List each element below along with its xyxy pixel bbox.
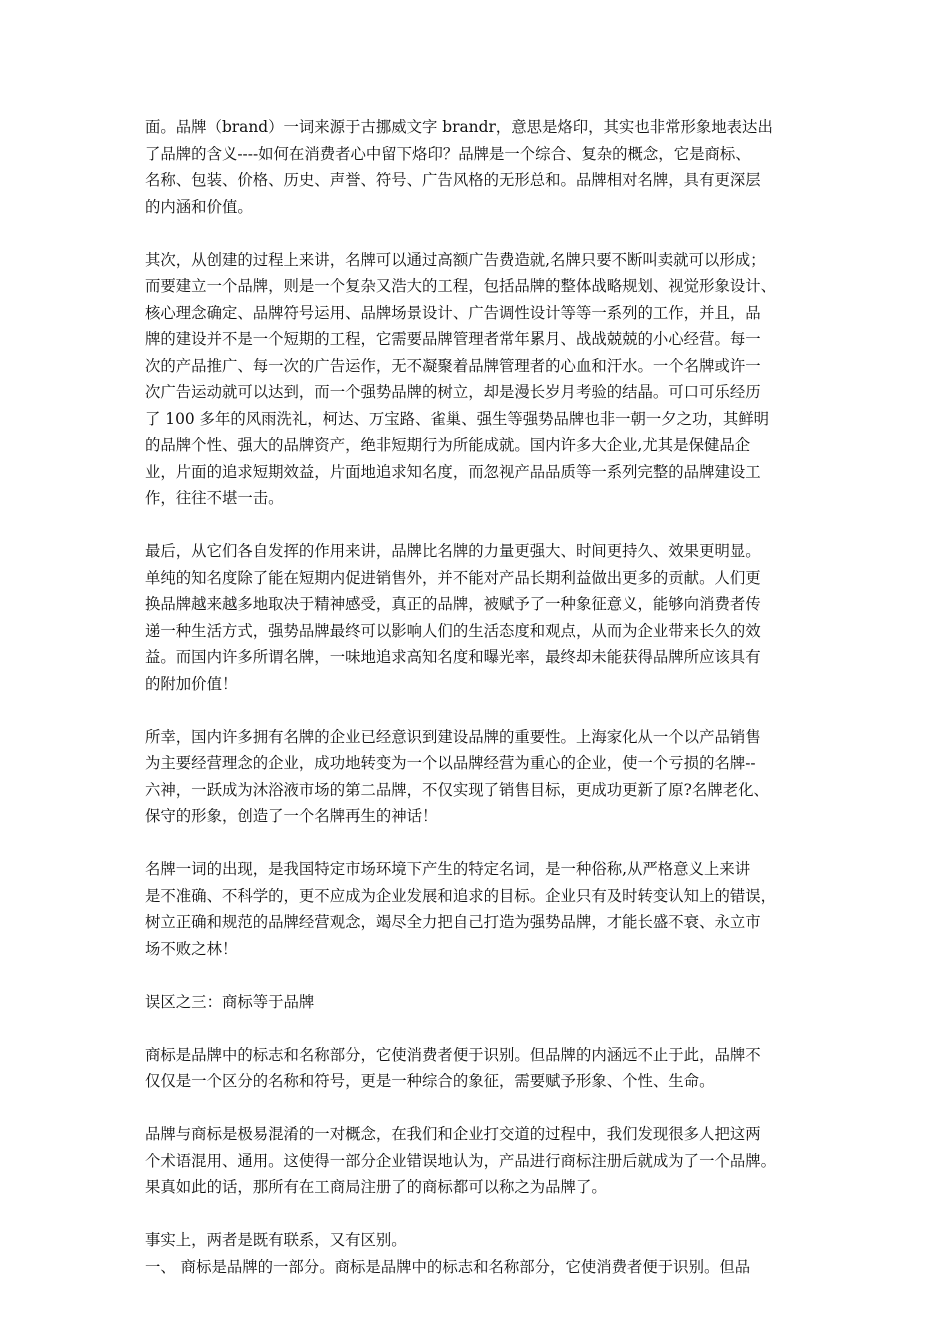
- text-line: 的附加价值！: [145, 674, 238, 693]
- text-line: 面。品牌（brand）一词来源于古挪威文字 brandr，意思是烙印，其实也非常形象地表达出: [145, 118, 773, 136]
- text-line: 其次，从创建的过程上来讲，名牌可以通过高额广告费造就,名牌只要不断叫卖就可以形成；: [145, 250, 766, 269]
- document-page: [145, 114, 810, 1280]
- text-line: 品牌与商标是极易混淆的一对概念，在我们和企业打交道的过程中，我们发现很多人把这两: [145, 1125, 761, 1143]
- text-line: 六神，一跃成为沐浴液市场的第二品牌，不仅实现了销售目标，更成功更新了原?名牌老化、: [145, 780, 769, 799]
- text-line: 的品牌个性、强大的品牌资产，绝非短期行为所能成就。国内许多大企业,尤其是保健品企: [145, 436, 751, 454]
- text-line: 果真如此的话，那所有在工商局注册了的商标都可以称之为品牌了。: [145, 1178, 607, 1196]
- text-line: 误区之三：商标等于品牌: [145, 992, 315, 1011]
- text-line: 了 100 多年的风雨洗礼，柯达、万宝路、雀巢、强生等强势品牌也非一朝一夕之功，其鲜明: [145, 409, 770, 428]
- text-line: 递一种生活方式，强势品牌最终可以影响人们的生活态度和观点，从而为企业带来长久的效: [145, 621, 761, 640]
- text-line: 个术语混用、通用。这使得一部分企业错误地认为，产品进行商标注册后就成为了一个品牌。: [145, 1151, 777, 1170]
- paragraph-trademark-definition: [145, 1042, 810, 1095]
- heading-myth-three: [145, 989, 810, 1016]
- text-line: 益。而国内许多所谓名牌，一味地追求高知名度和曝光率，最终却未能获得品牌所应该具有: [145, 648, 761, 666]
- text-line: 是不准确、不科学的，更不应成为企业发展和追求的目标。企业只有及时转变认知上的错误，: [145, 886, 777, 905]
- paragraph-brand-power: [145, 538, 810, 697]
- text-line: 为主要经营理念的企业，成功地转变为一个以品牌经营为重心的企业，使一个亏损的名牌--: [145, 754, 756, 772]
- text-line: 事实上，两者是既有联系，又有区别。: [145, 1231, 407, 1249]
- text-line: 保守的形象，创造了一个名牌再生的神话！: [145, 807, 438, 825]
- paragraph-shanghai-jiahua: [145, 724, 810, 830]
- text-line: 换品牌越来越多地取决于精神感受，真正的品牌，被赋予了一种象征意义，能够向消费者传: [145, 595, 761, 613]
- text-line: 一、 商标是品牌的一部分。商标是品牌中的标志和名称部分，它使消费者便于识别。但品: [145, 1257, 751, 1276]
- paragraph-brand-origin: [145, 114, 810, 220]
- text-line: 核心理念确定、品牌符号运用、品牌场景设计、广告调性设计等等一系列的工作，并且，品: [145, 303, 761, 322]
- text-line: 业，片面的追求短期效益，片面地追求知名度，而忽视产品品质等一系列完整的品牌建设工: [145, 462, 761, 481]
- text-line: 牌的建设并不是一个短期的工程，它需要品牌管理者常年累月、战战兢兢的小心经营。每一: [145, 330, 761, 348]
- text-line: 最后，从它们各自发挥的作用来讲，品牌比名牌的力量更强大、时间更持久、效果更明显。: [145, 542, 761, 560]
- paragraph-creation-process: [145, 247, 810, 512]
- paragraph-confusion: [145, 1121, 810, 1201]
- text-line: 场不败之林！: [145, 939, 238, 958]
- text-line: 的内涵和价值。: [145, 197, 253, 216]
- text-line: 名牌一词的出现，是我国特定市场环境下产生的特定名词，是一种俗称,从严格意义上来讲: [145, 860, 751, 878]
- paragraph-mingpai-term: [145, 856, 810, 962]
- text-line: 而要建立一个品牌，则是一个复杂又浩大的工程，包括品牌的整体战略规划、视觉形象设计、: [145, 277, 777, 295]
- paragraph-relationship: [145, 1227, 810, 1280]
- text-line: 所幸，国内许多拥有名牌的企业已经意识到建设品牌的重要性。上海家化从一个以产品销售: [145, 727, 761, 746]
- text-line: 作，往往不堪一击。: [145, 489, 284, 507]
- text-line: 单纯的知名度除了能在短期内促进销售外，并不能对产品长期利益做出更多的贡献。人们更: [145, 568, 761, 587]
- text-line: 了品牌的含义----如何在消费者心中留下烙印？品牌是一个综合、复杂的概念，它是商标、: [145, 144, 751, 163]
- text-line: 名称、包装、价格、历史、声誉、符号、广告风格的无形总和。品牌相对名牌，具有更深层: [145, 171, 761, 189]
- text-line: 次的产品推广、每一次的广告运作，无不凝聚着品牌管理者的心血和汗水。一个名牌或许一: [145, 356, 761, 375]
- text-line: 仅仅是一个区分的名称和符号，更是一种综合的象征，需要赋予形象、个性、生命。: [145, 1072, 715, 1090]
- text-line: 商标是品牌中的标志和名称部分，它使消费者便于识别。但品牌的内涵远不止于此，品牌不: [145, 1045, 761, 1064]
- text-line: 次广告运动就可以达到，而一个强势品牌的树立，却是漫长岁月考验的结晶。可口可乐经历: [145, 383, 761, 401]
- text-line: 树立正确和规范的品牌经营观念，竭尽全力把自己打造为强势品牌，才能长盛不衰、永立市: [145, 913, 761, 931]
